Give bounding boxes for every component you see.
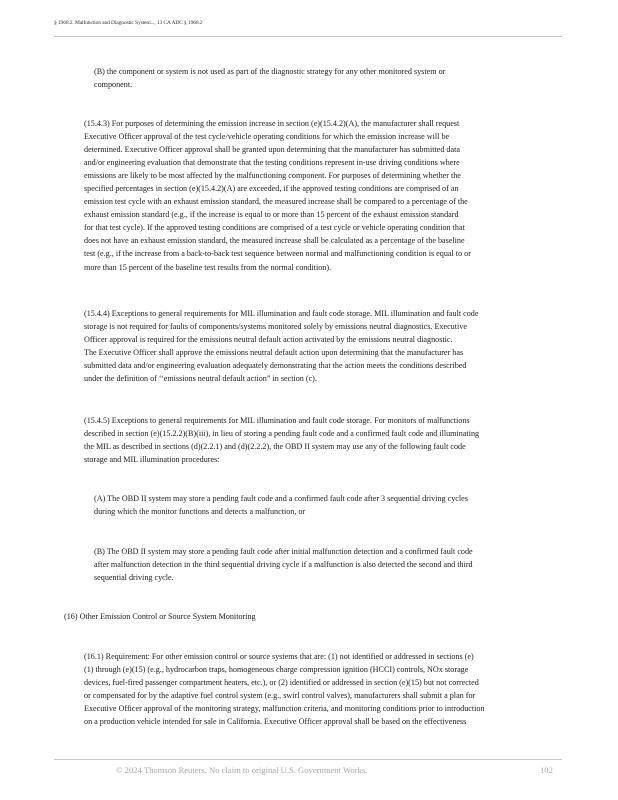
text-line: the MIL as described in sections (d)(2.2.1) and (d)(2.2.2), the OBD II system may use any of the following fault code <box>84 442 466 452</box>
paragraph-15-4-5 <box>84 414 578 466</box>
text-line: described in section (e)(15.2.2)(B)(iii), in lieu of storing a pending fault code and a confirmed fault code and illuminating <box>84 429 480 439</box>
text-line: (15.4.3) For purposes of determining the emission increase in section (e)(15.4.2)(A), the manufacturer shall request <box>84 119 460 128</box>
text-line: (15.4.5) Exceptions to general requirements for MIL illumination and fault code storage. For monitors of malfunctions <box>84 416 470 425</box>
text-line: emission test cycle with an exhaust emission standard, the measured increase shall be compared to a percentage of the <box>84 197 468 207</box>
text-line: test (e.g., if the increase from a back-to-back test sequence between normal and malfunctioning condition is equal to or <box>84 249 471 259</box>
text-line: more than 15 percent of the baseline test results from the normal condition). <box>84 262 332 272</box>
footer-divider <box>54 759 562 760</box>
text-line: Executive Officer approval of the monitoring strategy, malfunction criteria, and monitoring conditions prior to introduction <box>84 704 485 714</box>
text-line: after malfunction detection in the third sequential driving cycle if a malfunction is also detected the second and third <box>94 560 473 570</box>
text-line: emissions are likely to be most affected by the malfunctioning component. For purposes of determining whether the <box>84 171 461 181</box>
text-line: exhaust emission standard (e.g., if the increase is equal to or more than 15 percent of the exhaust emission standard <box>84 210 459 220</box>
text-line: does not have an exhaust emission standard, the measured increase shall be calculated as a percentage of the baseline <box>84 236 465 246</box>
header-divider <box>54 36 562 37</box>
footer-copyright: © 2024 Thomson Reuters. No claim to original U.S. Government Works. <box>116 765 368 775</box>
text-line: storage is not required for faults of components/systems monitored solely by emissions neutral diagnostics. Executive <box>84 322 467 332</box>
paragraph-15-4-4 <box>84 307 578 385</box>
text-line: and/or engineering evaluation that demonstrate that the testing conditions represent in-use driving conditions where <box>84 158 460 168</box>
text-line: sequential driving cycle. <box>94 573 174 583</box>
page-number: 102 <box>540 765 553 775</box>
text-line: (16.1) Requirement: For other emission control or source systems that are: (1) not identified or addressed in sections (e) <box>84 652 474 661</box>
running-head: § 1968.2. Malfunction and Diagnostic System..., 13 CA ADC § 1968.2 <box>54 20 203 26</box>
text-line: (B) The OBD II system may store a pending fault code after initial malfunction detection and a confirmed fault code <box>94 547 473 556</box>
text-line: (1) through (e)(15) (e.g., hydrocarbon traps, homogeneous charge compression ignition (HCCI) controls, NOx storage <box>84 665 469 675</box>
text-line: (B) the component or system is not used as part of the diagnostic strategy for any other monitored system or <box>94 67 446 76</box>
paragraph-16-1 <box>84 650 578 728</box>
paragraph-component-clause <box>94 65 564 91</box>
text-line: during which the monitor functions and detects a malfunction, or <box>94 507 306 517</box>
text-line: The Executive Officer shall approve the emissions neutral default action upon determining that the manufacturer has <box>84 348 464 358</box>
paragraph-option-b <box>94 545 564 584</box>
text-line: Executive Officer approval of the test cycle/vehicle operating conditions for which the emission increase will be <box>84 132 450 142</box>
paragraph-option-a <box>94 492 564 518</box>
text-line: (15.4.4) Exceptions to general requirements for MIL illumination and fault code storage. MIL illumination and fault code <box>84 309 479 318</box>
paragraph-15-4-3 <box>84 117 578 274</box>
text-line: specified percentages in section (e)(15.4.2)(A) are exceeded, if the approved testing conditions are comprised of an <box>84 184 459 194</box>
text-line: component. <box>94 80 133 90</box>
text-line: devices, fuel-fired passenger compartment heaters, etc.), or (2) identified or addressed in section (e)(15) but not corrected <box>84 678 479 688</box>
text-line: (A) The OBD II system may store a pending fault code and a confirmed fault code after 3 sequential driving cycles <box>94 494 468 503</box>
text-line: for that test cycle). If the approved testing conditions are comprised of a test cycle or vehicle operating condition that <box>84 223 465 233</box>
section-heading-16 <box>64 610 564 623</box>
text-line: (16) Other Emission Control or Source System Monitoring <box>64 612 256 621</box>
text-line: under the definition of ‘‘emissions neutral default action” in section (c). <box>84 374 317 384</box>
text-line: on a production vehicle intended for sale in California. Executive Officer approval shall be based on the effectiveness <box>84 717 467 727</box>
text-line: submitted data and/or engineering evaluation adequately demonstrating that the action meets the conditions described <box>84 361 467 371</box>
text-line: determined. Executive Officer approval shall be granted upon determining that the manufacturer has submitted data <box>84 145 460 155</box>
text-line: or compensated for by the adaptive fuel control system (e.g., swirl control valves), manufacturers shall submit a plan for <box>84 691 476 701</box>
text-line: storage and MIL illumination procedures: <box>84 455 220 465</box>
text-line: Officer approval is required for the emissions neutral default action activated by the emissions neutral diagnostic. <box>84 335 453 345</box>
